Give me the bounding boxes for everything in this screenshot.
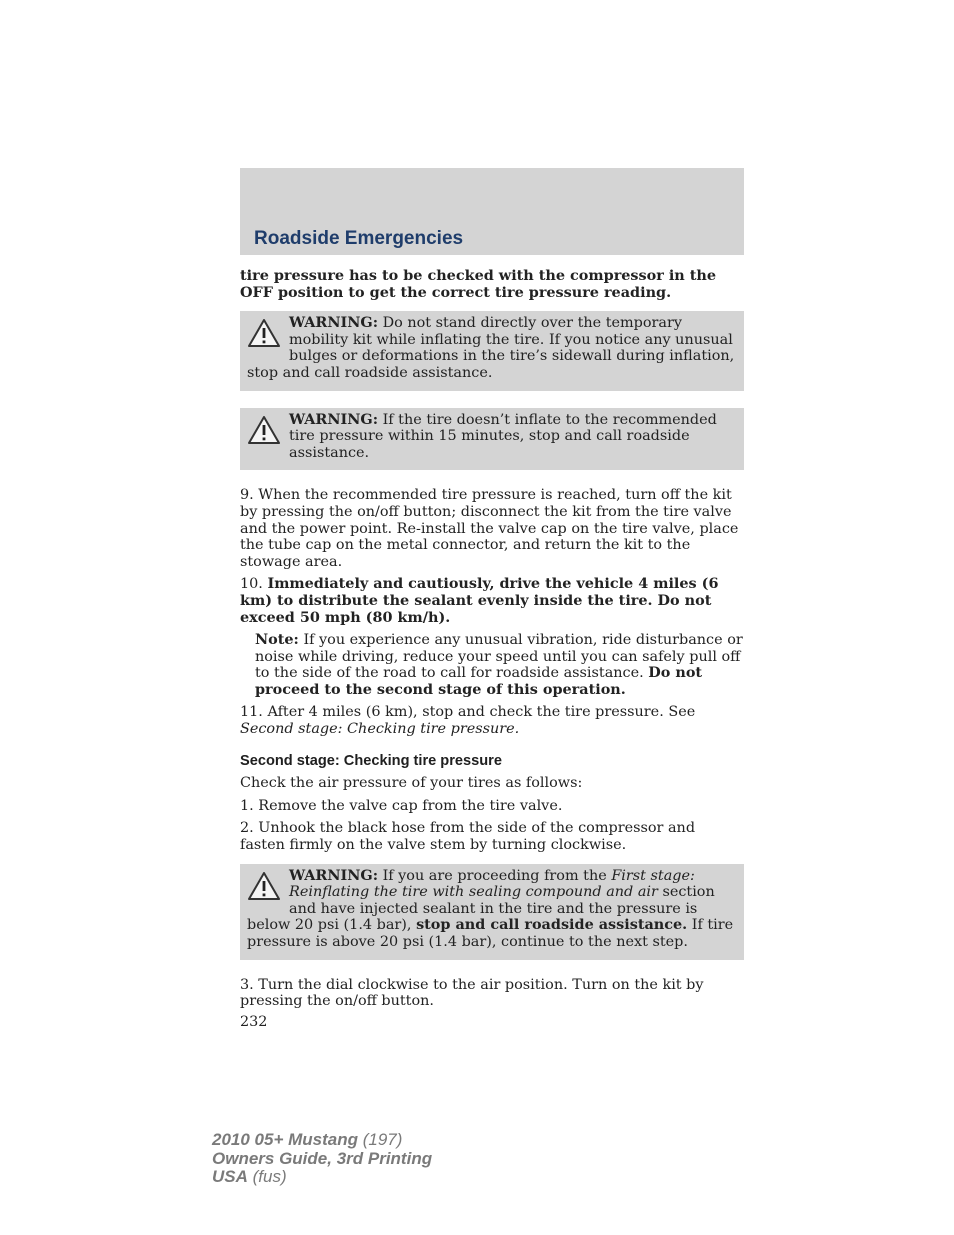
footer-line-3: USA (fus) <box>212 1167 287 1186</box>
warning-box-1 <box>240 311 744 390</box>
warning-text-a: If you are proceeding from the <box>378 867 612 884</box>
subheading: Second stage: Checking tire pressure <box>240 752 502 769</box>
warning-bold-text: stop and call roadside assistance. <box>416 916 688 934</box>
section-title: Roadside Emergencies <box>254 228 464 249</box>
intro-paragraph: tire pressure has to be checked with the compressor in the OFF position to get the correct tire pressure reading. <box>240 267 717 301</box>
check-intro: Check the air pressure of your tires as follows: <box>240 775 583 792</box>
warning-text: Do not stand directly over the temporary mobility kit while inflating the tire. If you notice any unusual bulges or deformations in the tire’s sidewall during inflation, stop and call roadside assistance. <box>247 315 735 381</box>
section-header-band <box>240 168 744 255</box>
document-footer <box>212 1131 432 1187</box>
page-number: 232 <box>240 1013 268 1030</box>
warning-text-c: If tire pressure is above 20 psi (1.4 bar), continue to the next step. <box>247 917 734 950</box>
warning-label: WARNING: <box>289 410 379 428</box>
step-2: 2. Unhook the black hose from the side of the compressor and fasten firmly on the valve stem by turning clockwise. <box>240 820 696 854</box>
warning-label: WARNING: <box>289 314 379 332</box>
note-label: Note: <box>255 631 299 649</box>
warning-triangle-icon <box>247 415 281 445</box>
warning-label: WARNING: <box>289 866 379 884</box>
warning-reference: First stage: Reinflating the tire with sealing compound and air <box>289 867 695 901</box>
warning-box-3 <box>240 864 744 960</box>
warning-text: If the tire doesn’t inflate to the recommended tire pressure within 15 minutes, stop and call roadside assistance. <box>289 411 717 461</box>
warning-text-b: section and have injected sealant in the tire and the pressure is below 20 psi (1.4 bar), <box>247 884 715 934</box>
warning-triangle-icon <box>247 318 281 348</box>
step-10 <box>240 576 744 626</box>
step-9: 9. When the recommended tire pressure is reached, turn off the kit by pressing the on/off button; disconnect the kit from the tire valve and the power point. Re-install the valve cap on the tire valve, place the tube cap on the metal connector, and return the kit to the stowage area. <box>240 487 739 570</box>
step-10-number: 10. <box>240 576 268 593</box>
step-10-text: Immediately and cautiously, drive the vehicle 4 miles (6 km) to distribute the sealant evenly inside the tire. Do not exceed 50 mph (80 km/h). <box>240 575 719 626</box>
note-bold-text: Do not proceed to the second stage of this operation. <box>255 664 703 698</box>
footer-line-2: Owners Guide, 3rd Printing <box>212 1148 433 1168</box>
step-11 <box>240 704 744 737</box>
step-11-reference: Second stage: Checking tire pressure. <box>240 721 520 738</box>
step-1: 1. Remove the valve cap from the tire valve. <box>240 797 563 814</box>
step-3: 3. Turn the dial clockwise to the air position. Turn on the kit by pressing the on/off button. <box>240 976 704 1010</box>
step-11-text: 11. After 4 miles (6 km), stop and check the tire pressure. See <box>240 704 696 721</box>
page-content <box>240 268 744 1030</box>
note-paragraph <box>255 632 744 698</box>
warning-box-2 <box>240 408 744 471</box>
note-text: If you experience any unusual vibration, ride disturbance or noise while driving, reduce your speed until you can safely pull off to the side of the road to call for roadside assistance. <box>255 632 743 682</box>
warning-triangle-icon <box>247 871 281 901</box>
footer-line-1: 2010 05+ Mustang (197) <box>212 1130 403 1149</box>
